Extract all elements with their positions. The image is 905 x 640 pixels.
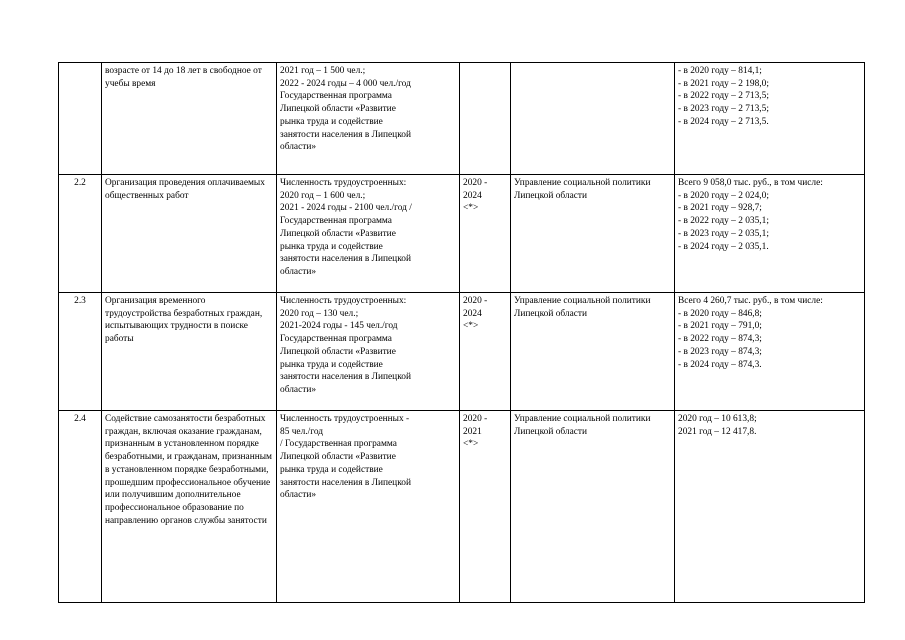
indicator-line: Липецкой области «Развитие (280, 452, 396, 463)
indicator-line: Численность трудоустроенных - (280, 414, 410, 424)
financing-line: - в 2020 году – 846,8; (678, 308, 762, 319)
table-row (59, 175, 865, 293)
measure-name: Содействие самозанятости безработных граждан, включая оказание гражданам, признанным в установленном порядке безработными, и гражданам, признанным в установленном порядке безработными, прошедшим профессиональное обучение или получившим дополнительное профессиональное образование по направлению органов службы занятости (105, 414, 272, 526)
financing-line: - в 2024 году – 2 713,5. (678, 116, 769, 127)
indicator-cell (277, 63, 460, 175)
measure-name-cell (102, 293, 277, 411)
measure-name: возрасте от 14 до 18 лет в свободное от учебы время (105, 66, 262, 89)
indicator-cell (277, 175, 460, 293)
row-number: 2.4 (74, 414, 86, 424)
indicator-line: рынка труда и содействие (280, 464, 383, 475)
financing-line: 2021 год – 12 417,8. (678, 426, 757, 437)
table-row (59, 293, 865, 411)
table-row (59, 411, 865, 603)
years-cell (460, 63, 511, 175)
indicator-line: Липецкой области «Развитие (280, 228, 396, 239)
indicator-line: области» (280, 490, 317, 501)
measure-name: Организация проведения оплачиваемых общественных работ (105, 178, 265, 201)
indicator-line: Государственная программа (280, 334, 392, 345)
years-cell (460, 293, 511, 411)
indicator-line: Численность трудоустроенных: (280, 178, 407, 188)
indicator-line: 85 чел./год (280, 426, 324, 437)
executor-cell (511, 411, 675, 603)
indicator-line: Липецкой области «Развитие (280, 104, 396, 115)
measure-name-cell (102, 411, 277, 603)
executor-name: Управление социальной политики Липецкой области (514, 414, 651, 437)
financing-line: - в 2022 году – 2 035,1; (678, 216, 769, 227)
financing-line: - в 2020 году – 814,1; (678, 66, 762, 76)
table-body (59, 63, 865, 603)
executor-cell (511, 293, 675, 411)
row-number-cell (59, 63, 102, 175)
indicator-line: рынка труда и содействие (280, 359, 383, 370)
indicator-line: области» (280, 266, 317, 277)
executor-name: Управление социальной политики Липецкой области (514, 178, 651, 201)
financing-line: - в 2021 году – 2 198,0; (678, 78, 769, 89)
indicator-line: 2020 год – 130 чел.; (280, 308, 359, 319)
years-cell (460, 411, 511, 603)
financing-line: - в 2024 году – 874,3. (678, 359, 762, 370)
indicator-line: 2021-2024 годы - 145 чел./год (280, 321, 398, 332)
measures-table (58, 62, 865, 603)
indicator-cell (277, 411, 460, 603)
financing-cell (675, 293, 865, 411)
row-number-cell (59, 175, 102, 293)
financing-line: - в 2023 году – 2 713,5; (678, 104, 769, 115)
financing-line: - в 2023 году – 2 035,1; (678, 228, 769, 239)
measure-name-cell (102, 63, 277, 175)
row-number: 2.3 (74, 296, 86, 306)
indicator-line: Численность трудоустроенных: (280, 296, 407, 306)
financing-line: Всего 4 260,7 тыс. руб., в том числе: (678, 296, 823, 306)
financing-line: - в 2021 году – 791,0; (678, 321, 762, 332)
indicator-line: рынка труда и содействие (280, 241, 383, 252)
years-cell (460, 175, 511, 293)
indicator-line: 2021 год – 1 500 чел.; (280, 66, 366, 76)
indicator-line: занятости населения в Липецкой (280, 372, 411, 383)
indicator-line: 2020 год – 1 600 чел.; (280, 190, 366, 201)
indicator-line: занятости населения в Липецкой (280, 254, 411, 265)
years-range: 2020 - 2024 <*> (463, 178, 488, 214)
measure-name: Организация временного трудоустройства безработных граждан, испытывающих трудности в поиске работы (105, 296, 263, 345)
executor-cell (511, 175, 675, 293)
financing-cell (675, 175, 865, 293)
financing-line: - в 2023 году – 874,3; (678, 346, 762, 357)
financing-cell (675, 411, 865, 603)
indicator-line: области» (280, 142, 317, 153)
indicator-line: 2021 - 2024 годы - 2100 чел./год / (280, 203, 412, 214)
row-number-cell (59, 411, 102, 603)
indicator-line: Государственная программа (280, 216, 392, 227)
measure-name-cell (102, 175, 277, 293)
indicator-line: 2022 - 2024 годы – 4 000 чел./год (280, 78, 411, 89)
financing-line: - в 2022 году – 2 713,5; (678, 91, 769, 102)
years-range: 2020 - 2024 <*> (463, 296, 488, 332)
row-number-cell (59, 293, 102, 411)
executor-name: Управление социальной политики Липецкой области (514, 296, 651, 319)
indicator-line: / Государственная программа (280, 439, 397, 450)
financing-cell (675, 63, 865, 175)
indicator-line: Липецкой области «Развитие (280, 346, 396, 357)
financing-line: Всего 9 058,0 тыс. руб., в том числе: (678, 178, 823, 188)
indicator-line: области» (280, 384, 317, 395)
financing-line: - в 2020 году – 2 024,0; (678, 190, 769, 201)
indicator-line: рынка труда и содействие (280, 116, 383, 127)
indicator-line: занятости населения в Липецкой (280, 477, 411, 488)
financing-line: - в 2022 году – 874,3; (678, 334, 762, 345)
indicator-line: занятости населения в Липецкой (280, 129, 411, 140)
financing-line: - в 2021 году – 928,7; (678, 203, 762, 214)
indicator-cell (277, 293, 460, 411)
executor-cell (511, 63, 675, 175)
financing-line: - в 2024 году – 2 035,1. (678, 241, 769, 252)
row-number: 2.2 (74, 178, 86, 188)
table-row (59, 63, 865, 175)
indicator-line: Государственная программа (280, 91, 392, 102)
years-range: 2020 - 2021 <*> (463, 414, 488, 450)
financing-line: 2020 год – 10 613,8; (678, 414, 757, 424)
